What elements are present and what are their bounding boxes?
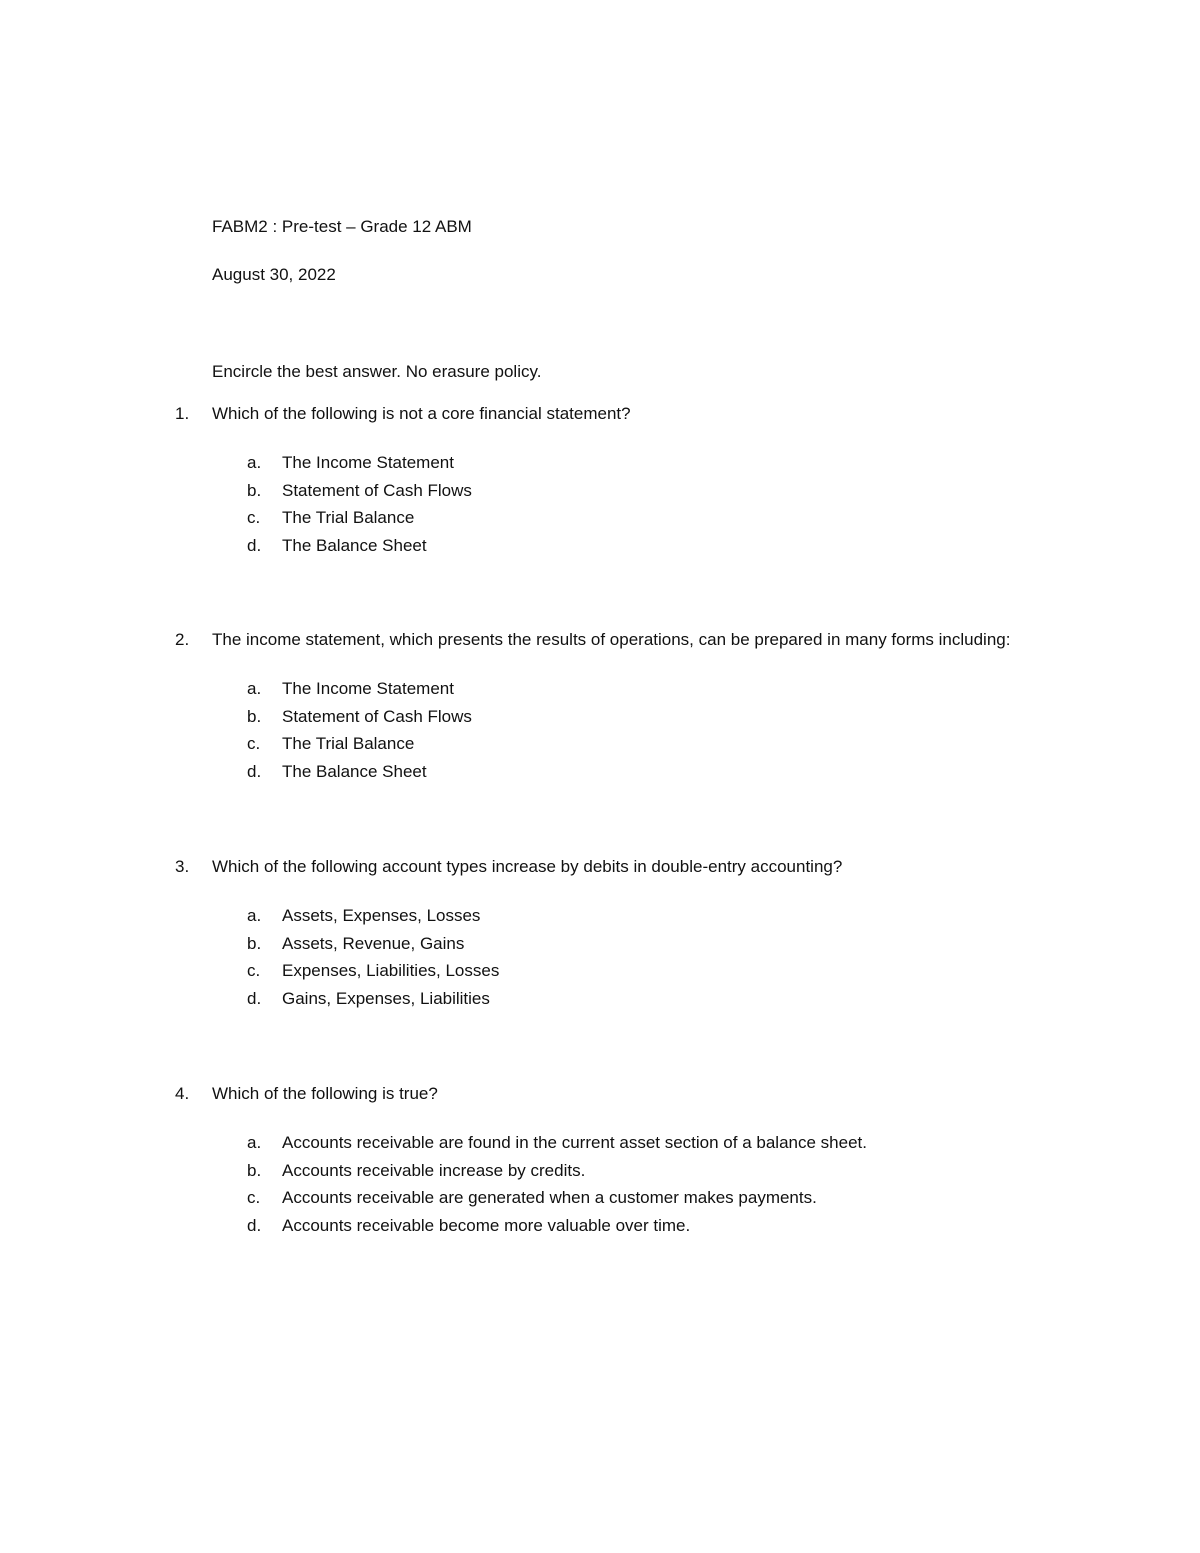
option-text: Expenses, Liabilities, Losses bbox=[282, 961, 500, 981]
instructions: Encircle the best answer. No erasure policy. bbox=[212, 362, 542, 381]
option-text: Accounts receivable are generated when a customer makes payments. bbox=[282, 1188, 817, 1208]
option-letter: c. bbox=[247, 508, 261, 528]
document-date: August 30, 2022 bbox=[212, 265, 336, 284]
option-text: The Trial Balance bbox=[282, 508, 415, 528]
option-letter: a. bbox=[247, 453, 262, 472]
option-letter: c. bbox=[247, 1188, 261, 1208]
question-text: The income statement, which presents the results of operations, can be prepared in many forms including: bbox=[212, 630, 1011, 649]
option-letter: b. bbox=[247, 933, 262, 953]
option-text: Accounts receivable become more valuable over time. bbox=[282, 1216, 691, 1236]
question-text: Which of the following is not a core financial statement? bbox=[212, 404, 631, 423]
option-text: The Balance Sheet bbox=[282, 536, 427, 556]
question-text: Which of the following account types increase by debits in double-entry accounting? bbox=[212, 857, 843, 876]
option-letter: d. bbox=[247, 989, 262, 1009]
option-text: The Balance Sheet bbox=[282, 762, 427, 782]
question-number: 4. bbox=[175, 1084, 190, 1103]
option-text: Statement of Cash Flows bbox=[282, 706, 472, 726]
option-letter: c. bbox=[247, 734, 261, 754]
option-letter: a. bbox=[247, 1133, 262, 1152]
document-title: FABM2 : Pre-test – Grade 12 ABM bbox=[212, 217, 472, 236]
option-text: Gains, Expenses, Liabilities bbox=[282, 989, 490, 1009]
option-letter: a. bbox=[247, 906, 262, 925]
option-letter: d. bbox=[247, 536, 262, 556]
option-letter: d. bbox=[247, 762, 262, 782]
question-number: 3. bbox=[175, 857, 190, 876]
option-text: The Trial Balance bbox=[282, 734, 415, 754]
option-text: Assets, Expenses, Losses bbox=[282, 906, 481, 925]
option-letter: c. bbox=[247, 961, 261, 981]
question-number: 2. bbox=[175, 630, 190, 649]
option-letter: b. bbox=[247, 1160, 262, 1180]
question-number: 1. bbox=[175, 404, 190, 423]
option-text: The Income Statement bbox=[282, 453, 454, 472]
option-text: Assets, Revenue, Gains bbox=[282, 933, 465, 953]
option-text: The Income Statement bbox=[282, 679, 454, 698]
option-letter: b. bbox=[247, 706, 262, 726]
option-letter: d. bbox=[247, 1216, 262, 1236]
question-text: Which of the following is true? bbox=[212, 1084, 438, 1103]
option-letter: b. bbox=[247, 480, 262, 500]
option-text: Accounts receivable increase by credits. bbox=[282, 1160, 586, 1180]
option-text: Statement of Cash Flows bbox=[282, 480, 472, 500]
option-letter: a. bbox=[247, 679, 262, 698]
option-text: Accounts receivable are found in the current asset section of a balance sheet. bbox=[282, 1133, 867, 1152]
